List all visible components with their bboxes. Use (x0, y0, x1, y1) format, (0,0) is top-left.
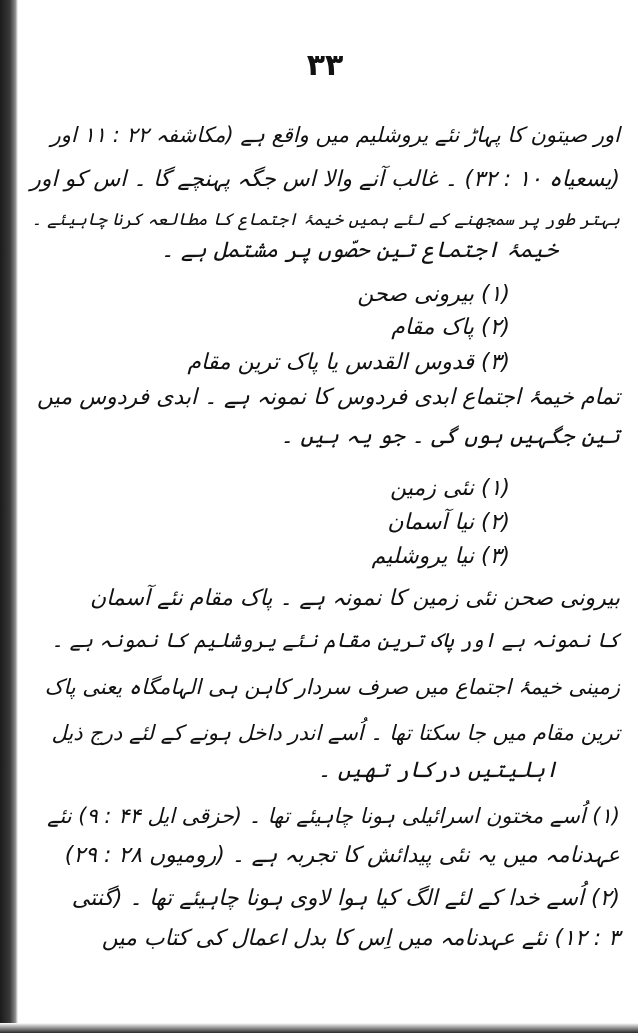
list-item: (۱) بیرونی صحن (357, 282, 510, 307)
text-line: کا نمونہ ہے اور پاک ترین مقام نئے یروشلیم کا نمونہ ہے ۔ (51, 628, 620, 652)
text-line: تمام خیمۂ اجتماع ابدی فردوس کا نمونہ ہے ۔ ابدی فردوس میں (37, 385, 620, 410)
text-line: ۳ : ۱۲) نئے عہدنامہ میں اِس کا بدل اعمال کی کتاب میں (101, 926, 620, 951)
text-line: اور صیتون کا پہاڑ نئے یروشلیم میں واقع ہے (مکاشفہ ۲۲ : ۱۱ اور (50, 123, 620, 147)
text-line: بہتر طور پر سمجھنے کے لئے ہمیں خیمۂ اجتماع کا مطالعہ کرنا چاہیئے ۔ (31, 210, 620, 230)
document-page (30, 0, 620, 1033)
text-line: اہلیتیں درکار تھیں ۔ (317, 758, 558, 783)
text-line: ترین مقام میں جا سکتا تھا ۔ اُسے اندر داخل ہونے کے لئے درج ذیل (51, 721, 620, 745)
text-line: (۱) اُسے مختون اسرائیلی ہونا چاہیئے تھا ۔ (حزقی ایل ۴۴ : ۹) نئے (47, 804, 620, 828)
scan-shadow-left (0, 0, 18, 1033)
text-line: (۲) اُسے خدا کے لئے الگ کیا ہوا لاوی ہونا چاہیئے تھا ۔ (گنتی (71, 886, 620, 911)
text-line: تین جگہیں ہوں گی ۔ جو یہ ہیں ۔ (280, 424, 620, 449)
text-line: بیرونی صحن نئی زمین کا نمونہ ہے ۔ پاک مقام نئے آسمان (89, 586, 620, 611)
text-line: (یسعیاہ ۱۰ : ۳۲) ۔ غالب آنے والا اس جگہ پہنچے گا ۔ اس کو اور (30, 167, 620, 192)
list-item: (۲) پاک مقام (391, 315, 510, 340)
list-item: (۲) نیا آسمان (387, 510, 510, 535)
text-line: زمینی خیمۂ اجتماع میں صرف سردار کاہن ہی الہامگاہ یعنی پاک (44, 675, 620, 699)
page-number: ۳۳ (306, 48, 344, 83)
list-item: (۳) نیا یروشلیم (371, 544, 510, 569)
text-line: خیمۂ اجتماع تین حصّوں پر مشتمل ہے ۔ (161, 238, 558, 263)
list-item: (۱) نئی زمین (390, 476, 510, 501)
list-item: (۳) قدوس القدس یا پاک ترین مقام (187, 350, 510, 375)
text-line: عہدنامہ میں یہ نئی پیدائش کا تجربہ ہے ۔ (رومیوں ۲۸ : ۲۹) (64, 843, 620, 868)
